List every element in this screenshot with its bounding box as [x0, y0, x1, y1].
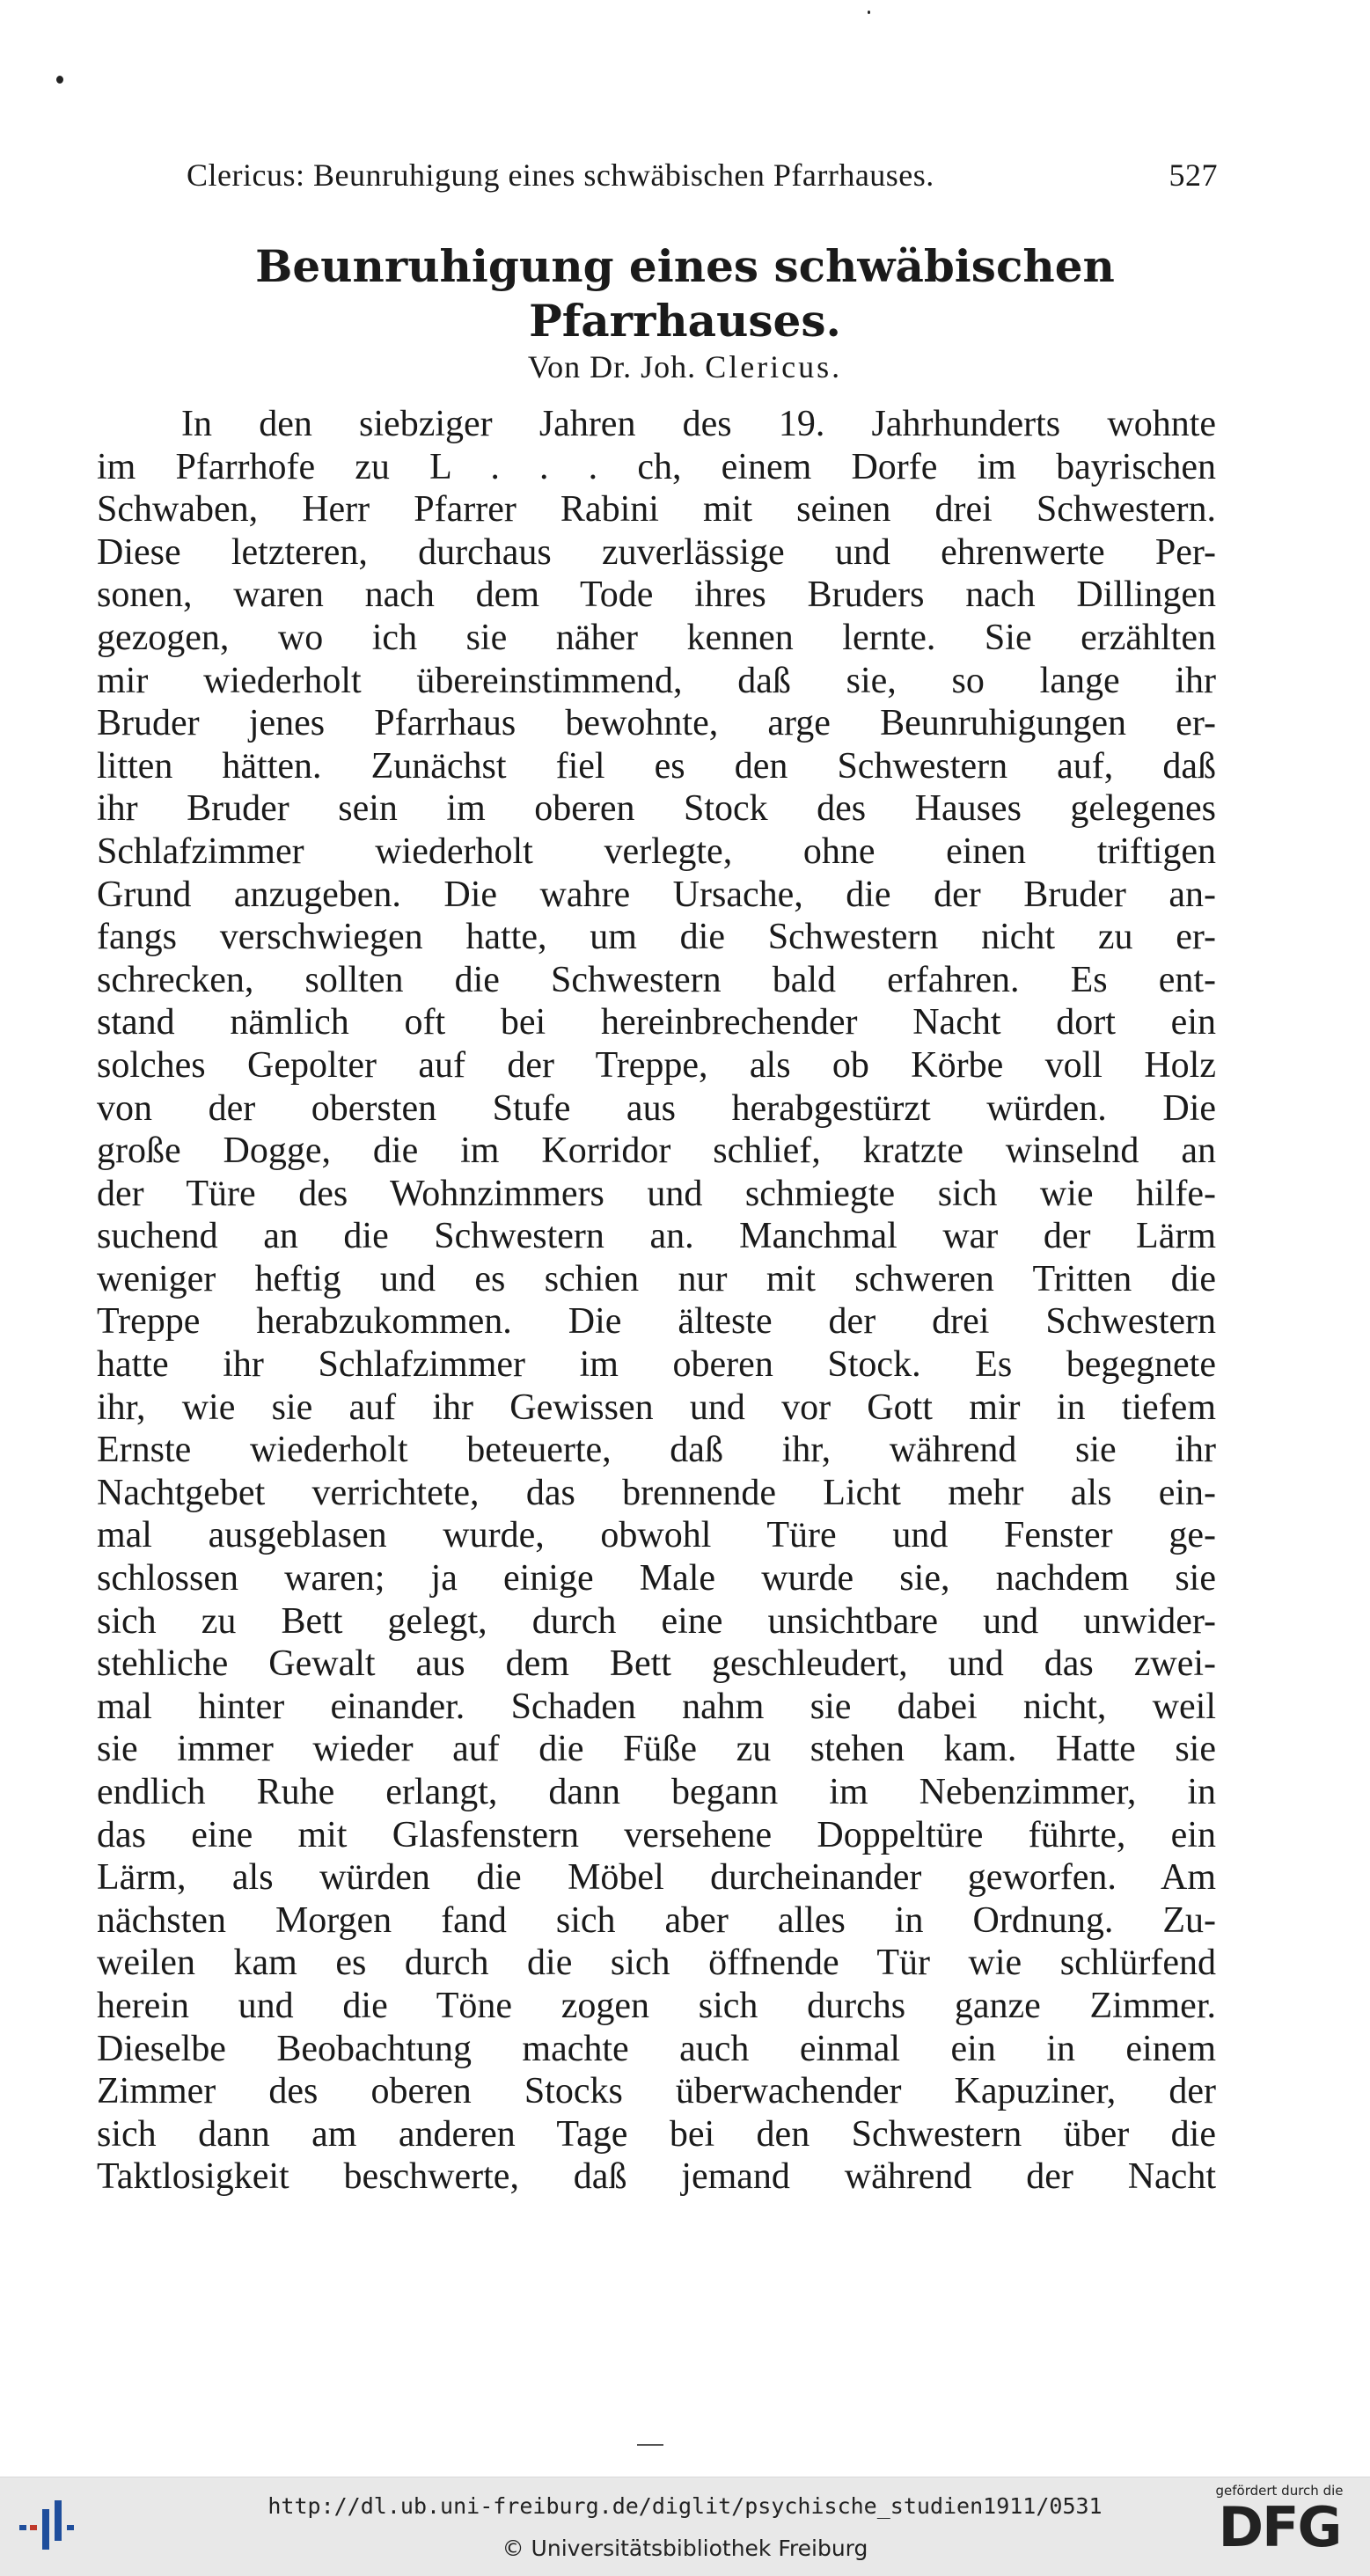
body-text-line: gezogen, wo ich sie näher kennen lernte. Sie erzählten [97, 617, 1216, 658]
body-text-line: im Pfarrhofe zu L . . . ch, einem Dorfe im bayrischen [97, 446, 1216, 487]
body-text-line: sich zu Bett gelegt, durch eine unsichtbare und unwider- [97, 1600, 1216, 1642]
dfg-logo-icon: DFG [1218, 2495, 1341, 2559]
body-text-line: sich dann am anderen Tage bei den Schwestern über die [97, 2113, 1216, 2155]
body-text-line: sonen, waren nach dem Tode ihres Bruders nach Dillingen [97, 574, 1216, 616]
article-title [88, 239, 1282, 348]
article-title-line-2: Pfarrhauses. [529, 295, 841, 347]
body-text-line: weniger heftig und es schien nur mit schweren Tritten die [97, 1258, 1216, 1299]
byline-prefix: Von Dr. Joh. [527, 349, 697, 384]
copyright-notice: © Universitätsbibliothek Freiburg [502, 2536, 868, 2561]
body-text-line: suchend an die Schwestern an. Manchmal war der Lärm [97, 1216, 1216, 1257]
body-text-line: ihr, wie sie auf ihr Gewissen und vor Gott mir in tiefem [97, 1387, 1216, 1428]
body-text-line: litten hätten. Zunächst fiel es den Schwestern auf, daß [97, 745, 1216, 787]
body-text-line: große Dogge, die im Korridor schlief, kratzte winselnd an [97, 1131, 1216, 1172]
article-body [97, 403, 1216, 2199]
article-title-line-1: Beunruhigung eines schwäbischen [255, 240, 1115, 292]
body-text-line: Ernste wiederholt beteuerte, daß ihr, während sie ihr [97, 1430, 1216, 1471]
body-text-line: Dieselbe Beobachtung machte auch einmal ein in einem [97, 2028, 1216, 2069]
body-text-line: Taktlosigkeit beschwerte, daß jemand während der Nacht [97, 2156, 1216, 2198]
body-text-line: solches Gepolter auf der Treppe, als ob Körbe voll Holz [97, 1044, 1216, 1086]
body-text-line: der Türe des Wohnzimmers und schmiegte sich wie hilfe- [97, 1173, 1216, 1214]
running-head [187, 157, 1218, 194]
body-text-line: ihr Bruder sein im oberen Stock des Hauses gelegenes [97, 788, 1216, 830]
running-head-title: Clericus: Beunruhigung eines schwäbischen Pfarrhauses. [187, 157, 934, 193]
body-text-line: Treppe herabzukommen. Die älteste der drei Schwestern [97, 1301, 1216, 1343]
dfg-caption: gefördert durch die [1215, 2483, 1344, 2499]
body-text-line: mal ausgeblasen wurde, obwohl Türe und Fenster ge- [97, 1515, 1216, 1556]
body-text-line: das eine mit Glasfenstern versehene Doppeltüre führte, ein [97, 1814, 1216, 1855]
scan-speck [56, 76, 63, 84]
source-url[interactable]: http://dl.ub.uni-freiburg.de/diglit/psychische_studien1911/0531 [267, 2493, 1103, 2519]
body-text-line: Lärm, als würden die Möbel durcheinander geworfen. Am [97, 1857, 1216, 1899]
body-text-line: weilen kam es durch die sich öffnende Tür wie schlürfend [97, 1943, 1216, 1984]
body-text-line: hatte ihr Schlafzimmer im oberen Stock. Es begegnete [97, 1344, 1216, 1386]
body-text-line: Nachtgebet verrichtete, das brennende Licht mehr als ein- [97, 1472, 1216, 1513]
body-text-line: Bruder jenes Pfarrhaus bewohnte, arge Beunruhigungen er- [97, 703, 1216, 744]
body-text-line: stehliche Gewalt aus dem Bett geschleudert, und das zwei- [97, 1643, 1216, 1685]
body-text-line: Schlafzimmer wiederholt verlegte, ohne einen triftigen [97, 831, 1216, 872]
library-footer-bar [0, 2477, 1370, 2576]
author-byline [88, 348, 1282, 385]
body-text-line: von der obersten Stufe aus herabgestürzt würden. Die [97, 1087, 1216, 1129]
body-text-line: Grund anzugeben. Die wahre Ursache, die der Bruder an- [97, 874, 1216, 915]
body-text-line: mal hinter einander. Schaden nahm sie dabei nicht, weil [97, 1686, 1216, 1727]
body-text-line: Schwaben, Herr Pfarrer Rabini mit seinen drei Schwestern. [97, 489, 1216, 531]
body-text-line: nächsten Morgen fand sich aber alles in Ordnung. Zu- [97, 1899, 1216, 1941]
body-text-line: mir wiederholt übereinstimmend, daß sie, so lange ihr [97, 660, 1216, 701]
page-number: 527 [1169, 157, 1218, 193]
author-name: Clericus. [705, 349, 843, 384]
page-end-dash [637, 2444, 663, 2446]
body-text-line: herein und die Töne zogen sich durchs ganze Zimmer. [97, 1985, 1216, 2026]
body-text-line: Zimmer des oberen Stocks überwachender Kapuziner, der [97, 2071, 1216, 2112]
body-text-line: stand nämlich oft bei hereinbrechender Nacht dort ein [97, 1002, 1216, 1043]
body-text-line: Diese letzteren, durchaus zuverlässige und ehrenwerte Per- [97, 531, 1216, 573]
scan-speck [868, 11, 870, 14]
body-text-line: In den siebziger Jahren des 19. Jahrhunderts wohnte [181, 404, 1216, 444]
dfg-badge [1205, 2483, 1354, 2557]
body-text-line: fangs verschwiegen hatte, um die Schwestern nicht zu er- [97, 917, 1216, 958]
body-text-line: endlich Ruhe erlangt, dann begann im Nebenzimmer, in [97, 1772, 1216, 1812]
body-text-line: schlossen waren; ja einige Male wurde sie, nachdem sie [97, 1558, 1216, 1599]
body-text-line: sie immer wieder auf die Füße zu stehen kam. Hatte sie [97, 1729, 1216, 1770]
body-text-line: schrecken, sollten die Schwestern bald erfahren. Es ent- [97, 959, 1216, 1000]
